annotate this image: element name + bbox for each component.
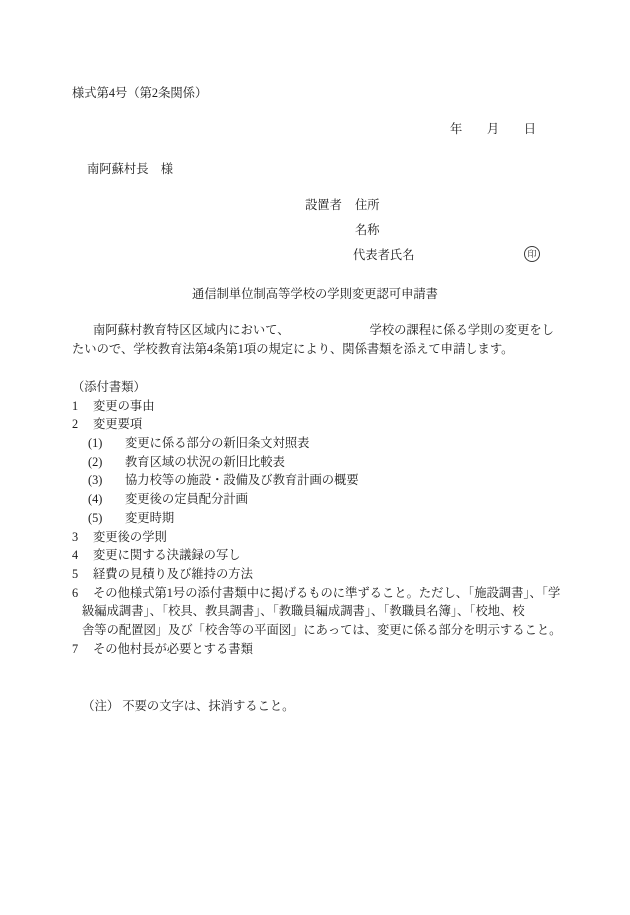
attachment-item-2: 2 変更要項 — [72, 417, 143, 432]
note-text: 不要の文字は、抹消すること。 — [122, 699, 295, 713]
addressee: 南阿蘇村長 様 — [87, 162, 174, 176]
attachment-item-3: 3 変更後の学則 — [72, 529, 167, 544]
attachments-section — [72, 378, 602, 658]
attachment-item-2-4: (4) 変更後の定員配分計画 — [88, 492, 248, 507]
establisher-address-label: 住所 — [355, 198, 380, 212]
note-label: （注） — [82, 699, 120, 713]
establisher-representative-label: 代表者氏名 — [353, 248, 415, 262]
attachments-heading: （添付書類） — [72, 380, 146, 394]
body-line-1-before-blank: 南阿蘇村教育特区区域内において、 — [93, 323, 290, 337]
attachment-item-1: 1 変更の事由 — [72, 398, 155, 413]
attachment-item-2-1: (1) 変更に係る部分の新旧条文対照表 — [88, 436, 310, 451]
attachment-item-2-3: (3) 協力校等の施設・設備及び教育計画の概要 — [88, 473, 359, 488]
seal-icon — [524, 246, 540, 262]
attachment-item-2-2: (2) 教育区域の状況の新旧比較表 — [88, 454, 285, 469]
attachment-item-6-cont-1: 級編成調書」、「校具、教具調書」、「教職員編成調書」、「教職員名簿」、「校地、校 — [82, 604, 525, 619]
body-line-1-after-blank: 学校の課程に係る学則の変更をし — [369, 323, 554, 337]
attachment-item-7: 7 その他村長が必要とする書類 — [72, 641, 253, 656]
document-title: 通信制単位制高等学校の学則変更認可申請書 — [192, 287, 438, 301]
body-line-1 — [72, 321, 572, 340]
body-paragraph — [72, 321, 572, 359]
form-number: 様式第4号（第2条関係） — [72, 86, 208, 100]
attachment-item-4: 4 変更に関する決議録の写し — [72, 548, 241, 563]
seal-char: 印 — [527, 248, 537, 259]
attachment-item-2-5: (5) 変更時期 — [88, 510, 175, 525]
attachment-item-6: 6 その他様式第1号の添付書類中に掲げるものに準ずること。ただし、「施設調書」、「学 — [72, 585, 561, 600]
attachment-item-6-cont-2: 舎等の配置図」及び「校舎等の平面図」にあっては、変更に係る部分を明示すること。 — [82, 622, 562, 637]
establisher-name-label: 名称 — [355, 223, 380, 237]
body-line-2: たいので、学校教育法第4条第1項の規定により、関係書類を添えて申請します。 — [72, 342, 514, 357]
date-line: 年 月 日 — [450, 122, 537, 136]
establisher-label: 設置者 — [305, 198, 342, 212]
note — [70, 681, 294, 729]
attachment-item-5: 5 経費の見積り及び維持の方法 — [72, 566, 253, 581]
